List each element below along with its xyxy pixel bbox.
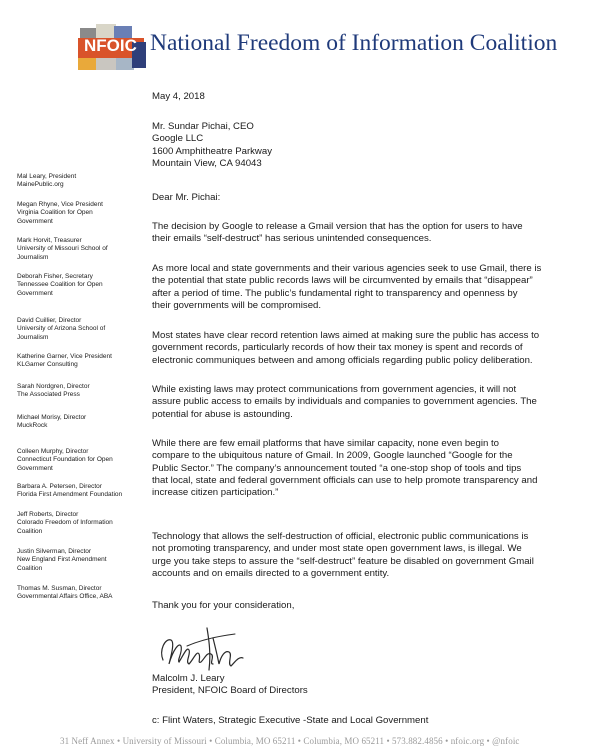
letter-date: May 4, 2018 bbox=[152, 91, 205, 102]
board-member: Colleen Murphy, Director Connecticut Foundation for Open Government bbox=[17, 448, 113, 472]
salutation: Dear Mr. Pichai: bbox=[152, 192, 221, 203]
paragraph: As more local and state governments and their various agencies seek to use Gmail, there is the potential that state public records laws will be circumvented by emails that “disappear” after a period of time. The public’s fundamental right to transparency and openness by their governments will be compromised. bbox=[152, 263, 542, 311]
footer-address: 31 Neff Annex • University of Missouri • Columbia, MO 65211 • Columbia, MO 65211 • 573.882.4856 • nfoic.org • @nfoic bbox=[60, 736, 520, 746]
board-member: Justin Silverman, Director New England First Amendment Coalition bbox=[17, 548, 107, 572]
board-member: Barbara A. Petersen, Director Florida First Amendment Foundation bbox=[17, 483, 123, 499]
paragraph: The decision by Google to release a Gmail version that has the option for users to have their emails “self-destruct” has serious unintended consequences. bbox=[152, 221, 523, 245]
paragraph: Technology that allows the self-destruction of official, electronic public communications is not promoting transparency, and under most state open government laws, is illegal. We urge you take steps to assure the “self-destruct” feature be disabled on government Gmail accounts and on emails directed to a government entity. bbox=[152, 531, 534, 579]
board-member: Katherine Garner, Vice President KLGarner Consulting bbox=[17, 353, 112, 369]
paragraph: While existing laws may protect communications from government agencies, it will not assure public access to emails by individuals and companies to government agencies. The potential for abuse is astounding. bbox=[152, 384, 537, 420]
handwritten-signature bbox=[157, 620, 252, 675]
signer-title: President, NFOIC Board of Directors bbox=[152, 685, 308, 697]
board-member: David Cuillier, Director University of Arizona School of Journalism bbox=[17, 317, 106, 341]
signer-name: Malcolm J. Leary bbox=[152, 673, 225, 684]
board-member: Mark Horvit, Treasurer University of Missouri School of Journalism bbox=[17, 237, 108, 261]
logo-text: NFOIC bbox=[84, 36, 137, 55]
paragraph: While there are few email platforms that have similar capacity, none even begin to compare to the ubiquitous nature of Gmail. In 2009, Google launched “Google for the Public Sector.” The company’s announcement touted “a one-stop shop of tools and tips that local, state and federal government officials can use to help promote transparency and increase citizen participation.” bbox=[152, 438, 538, 499]
signer-block bbox=[152, 673, 597, 698]
cc-line: c: Flint Waters, Strategic Executive -State and Local Government bbox=[152, 715, 429, 726]
board-member: Thomas M. Susman, Director Governmental Affairs Office, ABA bbox=[17, 585, 113, 601]
org-name: National Freedom of Information Coalition bbox=[150, 30, 558, 56]
board-member: Megan Rhyne, Vice President Virginia Coalition for Open Government bbox=[17, 201, 103, 225]
board-member: Mal Leary, President MainePublic.org bbox=[17, 173, 77, 189]
board-member: Sarah Nordgren, Director The Associated Press bbox=[17, 383, 90, 399]
closing: Thank you for your consideration, bbox=[152, 600, 295, 611]
board-member: Deborah Fisher, Secretary Tennessee Coalition for Open Government bbox=[17, 273, 103, 297]
board-member: Michael Morisy, Director MuckRock bbox=[17, 414, 87, 430]
paragraph: Most states have clear record retention laws aimed at making sure the public has access to government records, particularly records of how their tax money is spent and records of electronic communiques between and among officials regarding public policy deliberation. bbox=[152, 330, 540, 366]
board-member: Jeff Roberts, Director Colorado Freedom of Information Coalition bbox=[17, 511, 113, 535]
recipient-address: Mr. Sundar Pichai, CEO Google LLC 1600 Amphitheatre Parkway Mountain View, CA 94043 bbox=[152, 121, 272, 170]
